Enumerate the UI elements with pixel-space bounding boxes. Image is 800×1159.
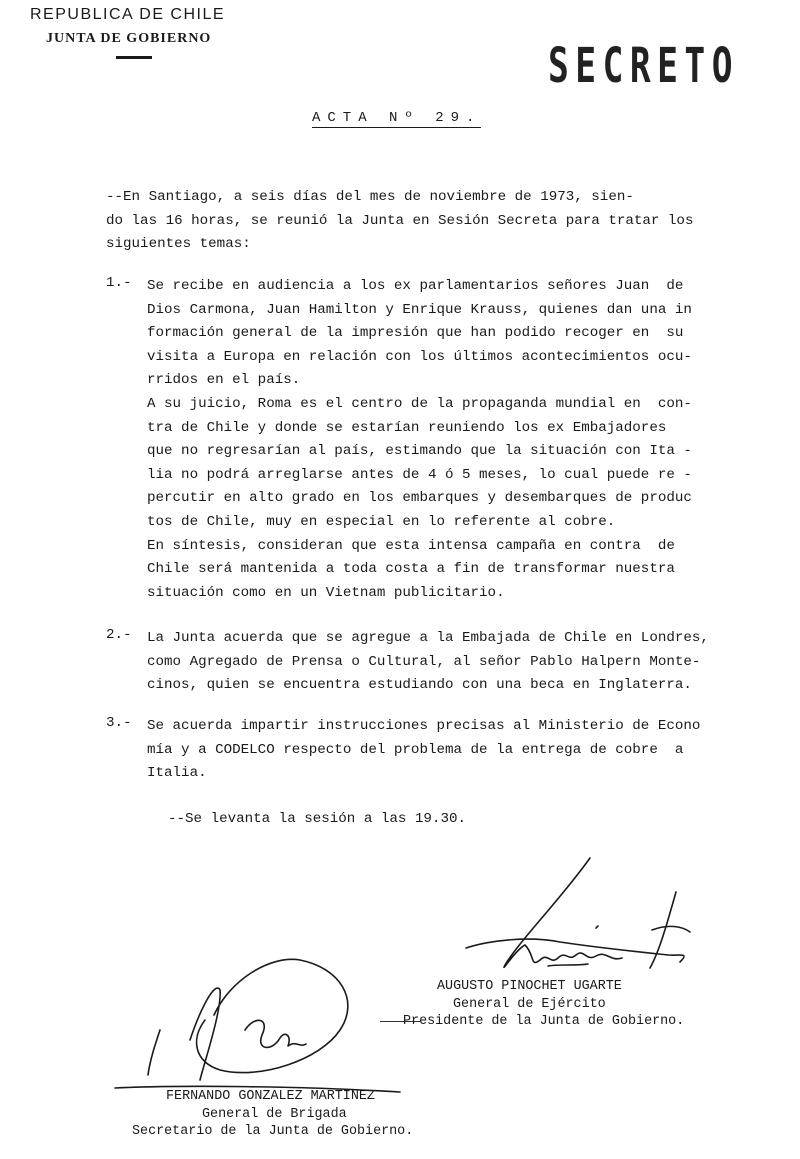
signatory-role: Secretario de la Junta de Gobierno. <box>132 1124 414 1139</box>
intro-line: siguientes temas: <box>106 236 251 253</box>
item-number: 3.- <box>106 715 132 731</box>
item-line: que no regresarían al país, estimando que la situación con Ita - <box>147 443 692 460</box>
intro-line: --En Santiago, a seis días del mes de noviembre de 1973, sien- <box>106 189 634 205</box>
item-line: percutir en alto grado en los embarques y desembarques de produc <box>147 490 692 507</box>
secret-stamp: SECRETO <box>548 38 740 94</box>
item-line: Dios Carmona, Juan Hamilton y Enrique Krauss, quienes dan una in <box>147 301 692 318</box>
item-line: cinos, quien se encuentra estudiando con una beca en Inglaterra. <box>147 677 692 694</box>
item-1-body <box>147 275 692 605</box>
item-2-body <box>147 627 709 698</box>
item-number: 1.- <box>106 275 132 291</box>
item-line: tos de Chile, muy en especial en lo referente al cobre. <box>147 513 616 530</box>
acta-title: ACTA Nº 29. <box>312 110 482 126</box>
letterhead-rule <box>116 56 152 59</box>
signature-secretary-stroke <box>197 959 348 1072</box>
intro-paragraph <box>106 186 693 257</box>
item-line: En síntesis, consideran que esta intensa campaña en contra de <box>147 537 675 554</box>
item-line: situación como en un Vietnam publicitario. <box>147 584 505 601</box>
signature-block-president <box>403 978 684 1031</box>
item-line: como Agregado de Prensa o Cultural, al señor Pablo Halpern Monte- <box>147 653 701 670</box>
closing-line: --Se levanta la sesión a las 19.30. <box>168 811 466 827</box>
item-line: mía y a CODELCO respecto del problema de la entrega de cobre a <box>147 741 684 758</box>
signature-secretary-stroke <box>245 1020 306 1047</box>
signature-president-stroke <box>504 858 622 967</box>
item-line: Chile será mantenida a toda costa a fin de transformar nuestra <box>147 561 675 578</box>
item-3-body <box>147 715 700 786</box>
item-line: rridos en el país. <box>147 372 301 389</box>
letterhead-junta: JUNTA DE GOBIERNO <box>46 31 212 46</box>
item-number: 2.- <box>106 627 132 643</box>
signature-president-stroke <box>650 892 676 968</box>
item-line: Se recibe en audiencia a los ex parlamentarios señores Juan de <box>147 278 684 294</box>
signatory-role: Presidente de la Junta de Gobierno. <box>403 1014 685 1029</box>
signature-secretary-stroke <box>190 988 220 1080</box>
signatory-rank: General de Brigada <box>202 1106 347 1122</box>
signatory-rank: General de Ejército <box>453 996 606 1012</box>
signatory-name: AUGUSTO PINOCHET UGARTE <box>437 979 622 994</box>
signature-president-stroke <box>652 926 690 932</box>
item-line: Se acuerda impartir instrucciones precisas al Ministerio de Econo <box>147 718 701 734</box>
item-line: lia no podrá arreglarse antes de 4 ó 5 meses, lo cual puede re - <box>147 466 692 483</box>
item-line: A su juicio, Roma es el centro de la propaganda mundial en con- <box>147 395 692 412</box>
item-line: La Junta acuerda que se agregue a la Embajada de Chile en Londres, <box>147 630 709 646</box>
signatory-name: FERNANDO GONZALEZ MARTINEZ <box>166 1089 375 1104</box>
item-line: tra de Chile y donde se estarían reuniendo los ex Embajadores <box>147 419 667 436</box>
signature-president-stroke <box>548 964 588 966</box>
item-line: Italia. <box>147 765 207 782</box>
signature-president-stroke <box>466 939 684 962</box>
item-line: visita a Europa en relación con los últimos acontecimientos ocu- <box>147 348 692 365</box>
item-line: formación general de la impresión que han podido recoger en su <box>147 325 684 342</box>
signature-block-secretary <box>132 1088 413 1141</box>
signature-president-stroke <box>596 926 598 928</box>
intro-line: do las 16 horas, se reunió la Junta en Sesión Secreta para tratar los <box>106 212 694 229</box>
letterhead-country: REPUBLICA DE CHILE <box>30 6 226 23</box>
signature-secretary-stroke <box>148 1030 160 1075</box>
